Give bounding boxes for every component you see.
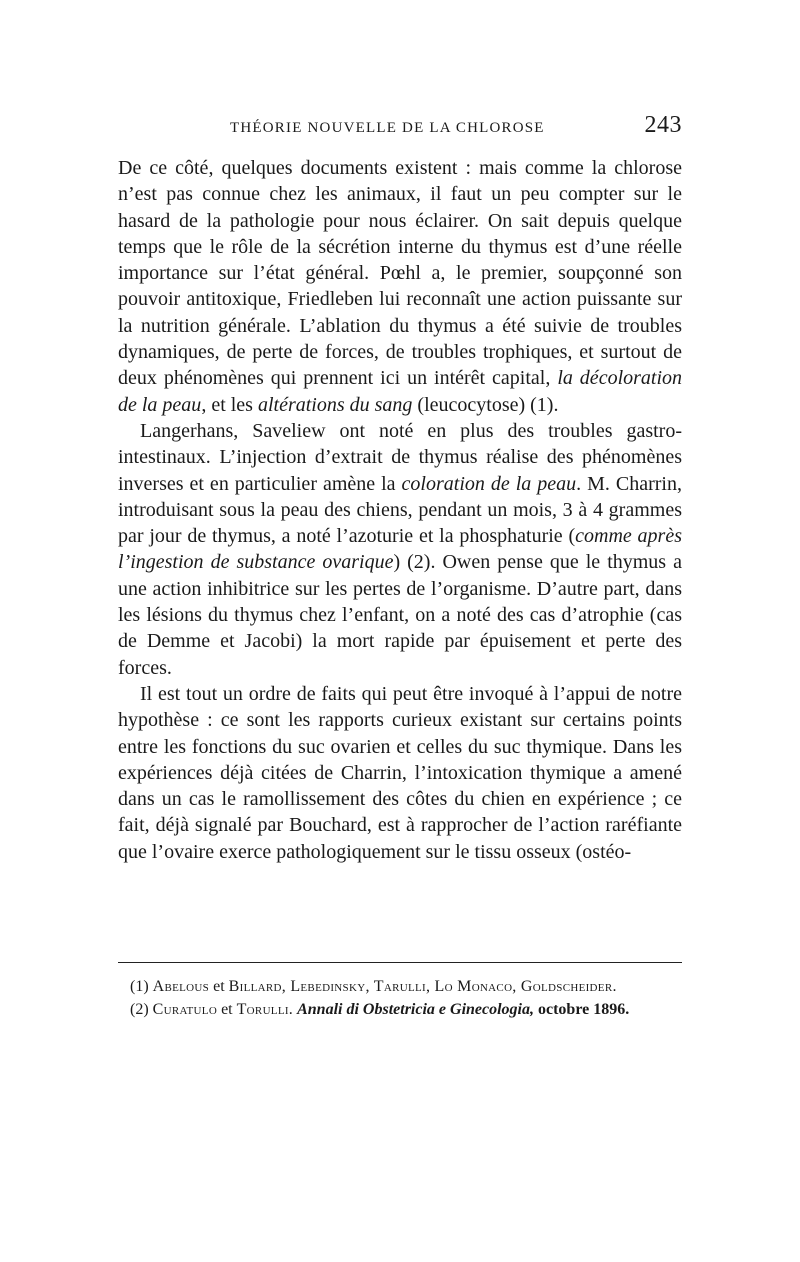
p1-text-3: (leucocytose) (1). bbox=[417, 393, 559, 416]
p3-text-1: Il est tout un ordre de faits qui peut être invoqué à l’appui de notre hypothèse : ce sont les rapports curieux existant sur certains points entre les fonctions du suc ovarien et celles du suc thymique. Dans les expériences déjà citées de Charrin, l’intoxication thymique a amené dans un cas le ramollissement des côtes du chien en expérience ; ce fait, déjà signalé par Bouchard, est à rapprocher de l’action raréfiante que l’ovaire exerce pathologiquement sur le tissu osseux (ostéo- bbox=[118, 682, 682, 863]
footnote-1 bbox=[118, 976, 682, 998]
footnote-1-sep: et bbox=[213, 978, 225, 995]
paragraph-3 bbox=[118, 681, 682, 865]
footnote-2-author-2: Torulli. bbox=[236, 1001, 294, 1018]
paragraph-2 bbox=[118, 418, 682, 681]
p1-italic-2: altérations du sang bbox=[257, 393, 413, 416]
footnote-2-sep: et bbox=[221, 1001, 233, 1018]
p1-text-2: , et les bbox=[201, 393, 253, 416]
p2-text-3: ) (2). Owen pense que le thymus a une action inhibitrice sur les pertes de l’organisme. D’autre part, dans les lésions du thymus chez l’enfant, on a noté des cas d’atrophie (cas de Demme et Jacobi) la mort rapide par épuisement et perte des forces. bbox=[118, 551, 682, 679]
p2-text-2: . M. Charrin, introduisant sous la peau des chiens, pendant un mois, 3 à 4 grammes par jour de thymus, a noté l’azoturie et la phosphaturie ( bbox=[118, 472, 682, 548]
p2-italic-1: coloration de la peau bbox=[401, 472, 577, 495]
p1-italic-1: la décoloration de la peau bbox=[118, 367, 683, 416]
footnote-1-marker: (1) bbox=[130, 978, 149, 995]
footnote-2 bbox=[118, 999, 682, 1021]
footnote-rule bbox=[118, 962, 682, 963]
footnote-2-author-1: Curatulo bbox=[152, 1001, 218, 1018]
footnote-2-journal: Annali di Obstetricia e Ginecologia, bbox=[297, 1001, 534, 1018]
paragraph-1 bbox=[118, 155, 682, 418]
footnote-2-marker: (2) bbox=[130, 1001, 149, 1018]
p2-text-1: Langerhans, Saveliew ont noté en plus des troubles gastro-intestinaux. L’injection d’extrait de thymus réalise des phénomènes inverses et en particulier amène la bbox=[118, 419, 682, 495]
body-text bbox=[118, 155, 682, 865]
page-number: 243 bbox=[644, 112, 682, 138]
footnote-2-date: octobre 1896. bbox=[538, 1001, 630, 1018]
p1-text-1: De ce côté, quelques documents existent : mais comme la chlorose n’est pas connue chez les animaux, il faut un peu compter sur le hasard de la pathologie pour nous éclairer. On sait depuis quelque temps que le rôle de la sécrétion interne du thymus est d’une réelle importance sur l’état général. Pœhl a, le premier, soupçonné son pouvoir antitoxique, Friedleben lui reconnaît une action puissante sur la nutrition générale. L’ablation du thymus a été suivie de troubles dynamiques, de perte de forces, de troubles trophiques, et surtout de deux phénomènes qui prennent ici un intérêt capital, bbox=[118, 157, 682, 390]
p2-italic-2: comme après l’ingestion de substance ovarique bbox=[118, 525, 682, 574]
footnotes bbox=[118, 976, 682, 1022]
footnote-1-authors: Billard, Lebedinsky, Tarulli, Lo Monaco, Goldscheider. bbox=[228, 978, 617, 995]
page-header bbox=[118, 112, 682, 146]
footnote-1-author-1: Abelous bbox=[152, 978, 210, 995]
running-title: THÉORIE NOUVELLE DE LA CHLOROSE bbox=[230, 120, 545, 136]
